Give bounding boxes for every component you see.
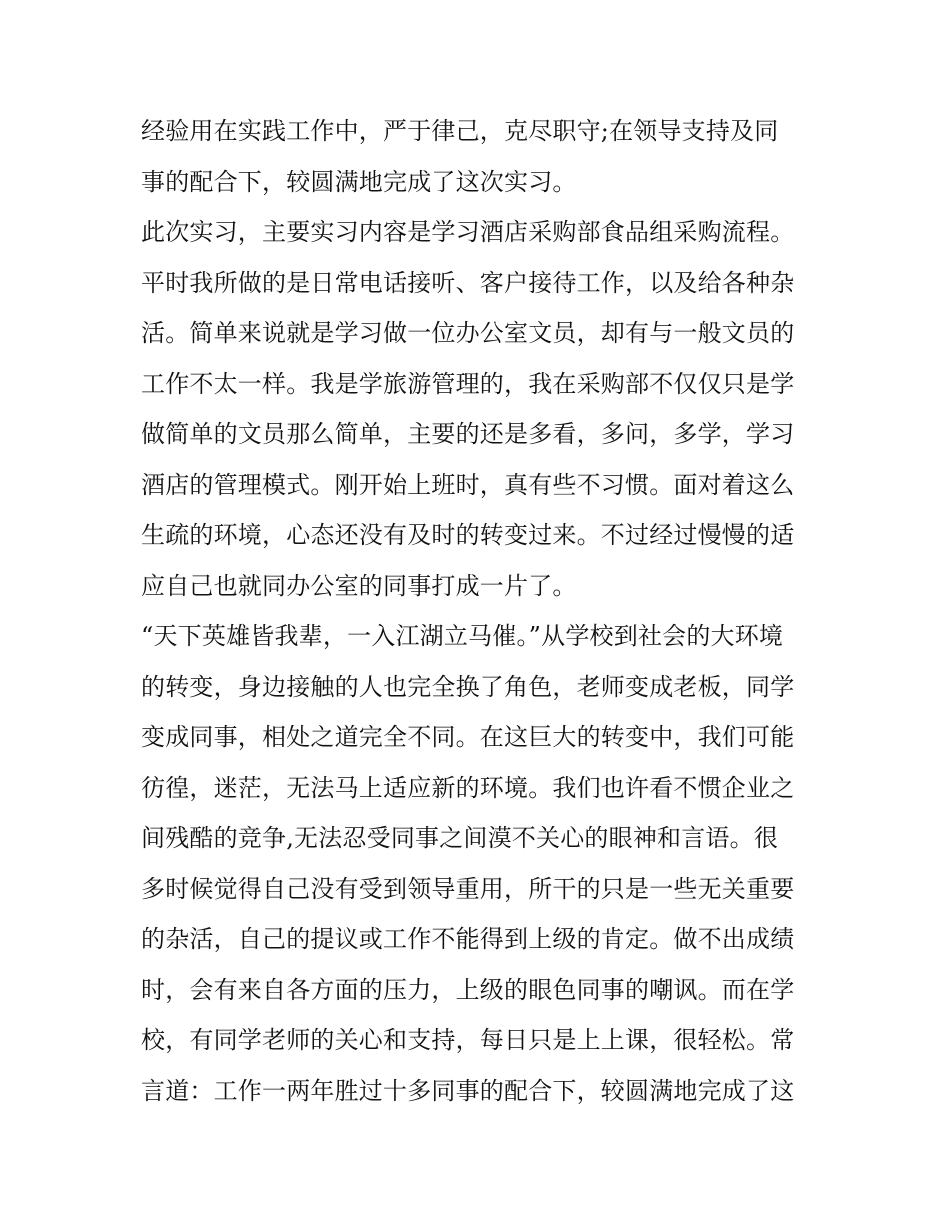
- text-line: 的转变，身边接触的人也完全换了角色，老师变成老板，同学: [141, 672, 795, 701]
- text-line: 变成同事，相处之道完全不同。在这巨大的转变中，我们可能: [141, 723, 795, 751]
- text-line: 的杂活，自己的提议或工作不能得到上级的肯定。做不出成绩: [141, 925, 795, 953]
- text-line: 间残酷的竞争,无法忍受同事之间漠不关心的眼神和言语。很: [141, 824, 779, 852]
- text-line: 多时候觉得自己没有受到领导重用，所干的只是一些无关重要: [141, 874, 795, 903]
- text-line: 应自己也就同办公室的同事打成一片了。: [141, 571, 577, 600]
- text-line: 工作不太一样。我是学旅游管理的，我在采购部不仅仅只是学: [141, 369, 795, 398]
- text-line: 彷徨，迷茫，无法马上适应新的环境。我们也许看不惯企业之: [141, 773, 795, 802]
- text-line: 平时我所做的是日常电话接听、客户接待工作，以及给各种杂: [141, 268, 795, 297]
- body-text: [141, 106, 821, 1116]
- text-line: 此次实习，主要实习内容是学习酒店采购部食品组采购流程。: [141, 218, 795, 246]
- text-line: 事的配合下，较圆满地完成了这次实习。: [141, 167, 577, 196]
- text-line: 言道：工作一两年胜过十多同事的配合下，较圆满地完成了这: [141, 1076, 795, 1105]
- text-line: 生疏的环境，心态还没有及时的转变过来。不过经过慢慢的适: [141, 521, 795, 549]
- text-line: 经验用在实践工作中，严于律己，克尽职守;在领导支持及同: [141, 117, 779, 145]
- text-line: 酒店的管理模式。刚开始上班时，真有些不习惯。面对着这么: [141, 470, 795, 499]
- text-line: 校，有同学老师的关心和支持，每日只是上上课，很轻松。常: [141, 1026, 795, 1054]
- text-line: 活。简单来说就是学习做一位办公室文员，却有与一般文员的: [141, 319, 795, 347]
- text-line: 做简单的文员那么简单，主要的还是多看，多问，多学，学习: [141, 420, 795, 448]
- text-line: “天下英雄皆我辈，一入江湖立马催。”从学校到社会的大环境: [141, 622, 784, 650]
- text-line: 时，会有来自各方面的压力，上级的眼色同事的嘲讽。而在学: [141, 975, 795, 1004]
